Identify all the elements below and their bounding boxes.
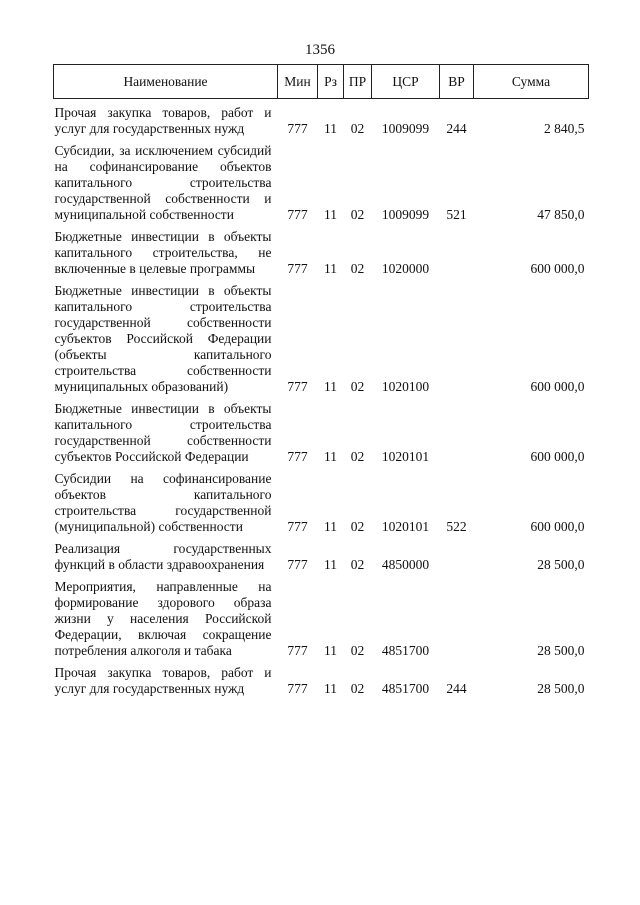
row-min: 777 [287, 121, 308, 136]
row-pr: 02 [350, 557, 365, 572]
row-sum: 600 000,0 [530, 449, 585, 464]
header-csr: ЦСР [372, 65, 440, 99]
row-sum: 28 500,0 [537, 643, 585, 658]
row-min: 777 [287, 519, 308, 534]
row-pr: 02 [350, 207, 365, 222]
row-name: Реализация государственных функций в области здравоохранения [54, 541, 272, 572]
table-header-row [54, 65, 589, 99]
table-row [54, 99, 589, 138]
row-vr [440, 395, 474, 465]
header-sum: Сумма [474, 65, 589, 99]
row-csr: 4851700 [381, 643, 430, 658]
row-min: 777 [287, 681, 308, 696]
row-pr: 02 [350, 261, 365, 276]
row-pr: 02 [350, 681, 365, 696]
row-vr [440, 573, 474, 659]
table-row [54, 573, 589, 659]
table-row [54, 535, 589, 573]
row-name: Бюджетные инвестиции в объекты капитального строительства государственной собственности субъектов Российской Федерации [54, 401, 272, 464]
row-min: 777 [287, 207, 308, 222]
row-vr [440, 535, 474, 573]
row-rz: 11 [324, 379, 337, 394]
row-sum: 600 000,0 [530, 519, 585, 534]
table-row [54, 465, 589, 535]
row-name: Субсидии на софинансирование объектов капитального строительства государственной (муниципальной) собственности [54, 471, 272, 534]
table-row [54, 659, 589, 697]
row-vr: 521 [446, 207, 467, 222]
table-row [54, 137, 589, 223]
table-row [54, 277, 589, 395]
row-name: Субсидии, за исключением субсидий на софинансирование объектов капитального строительства государственной собственности и муниципальной собственности [54, 143, 272, 222]
header-pr: ПР [344, 65, 372, 99]
row-vr [440, 277, 474, 395]
row-pr: 02 [350, 449, 365, 464]
row-min: 777 [287, 643, 308, 658]
row-name: Прочая закупка товаров, работ и услуг для государственных нужд [54, 105, 272, 136]
row-rz: 11 [324, 449, 337, 464]
row-rz: 11 [324, 207, 337, 222]
row-pr: 02 [350, 519, 365, 534]
row-rz: 11 [324, 261, 337, 276]
row-rz: 11 [324, 121, 337, 136]
row-sum: 2 840,5 [544, 121, 585, 136]
row-csr: 4850000 [381, 557, 430, 572]
row-vr: 522 [446, 519, 467, 534]
row-csr: 1020000 [381, 261, 430, 276]
row-sum: 28 500,0 [537, 681, 585, 696]
row-pr: 02 [350, 379, 365, 394]
table-row [54, 395, 589, 465]
row-csr: 1020101 [381, 449, 430, 464]
row-sum: 600 000,0 [530, 261, 585, 276]
budget-table [53, 64, 589, 697]
row-sum: 28 500,0 [537, 557, 585, 572]
header-rz: Рз [318, 65, 344, 99]
row-min: 777 [287, 379, 308, 394]
row-rz: 11 [324, 681, 337, 696]
page-number: 1356 [305, 42, 335, 58]
header-name: Наименование [54, 65, 278, 99]
row-pr: 02 [350, 121, 365, 136]
row-rz: 11 [324, 643, 337, 658]
row-rz: 11 [324, 519, 337, 534]
row-name: Мероприятия, направленные на формирование здорового образа жизни у населения Российской Федерации, включая сокращение потребления алкоголя и табака [54, 579, 272, 658]
row-vr: 244 [446, 121, 467, 136]
row-csr: 1009099 [381, 121, 430, 136]
row-csr: 1009099 [381, 207, 430, 222]
row-min: 777 [287, 449, 308, 464]
row-sum: 600 000,0 [530, 379, 585, 394]
row-name: Прочая закупка товаров, работ и услуг для государственных нужд [54, 665, 272, 696]
table-row [54, 223, 589, 277]
row-vr: 244 [446, 681, 467, 696]
row-rz: 11 [324, 557, 337, 572]
row-min: 777 [287, 557, 308, 572]
row-csr: 1020101 [381, 519, 430, 534]
row-pr: 02 [350, 643, 365, 658]
row-vr [440, 223, 474, 277]
row-csr: 1020100 [381, 379, 430, 394]
header-vr: ВР [440, 65, 474, 99]
row-name: Бюджетные инвестиции в объекты капитального строительства государственной собственности субъектов Российской Федерации (объекты капитального строительства собственности муниципальных образований) [54, 283, 272, 394]
header-min: Мин [278, 65, 318, 99]
row-csr: 4851700 [381, 681, 430, 696]
row-sum: 47 850,0 [537, 207, 585, 222]
row-name: Бюджетные инвестиции в объекты капитального строительства, не включенные в целевые программы [54, 229, 272, 276]
row-min: 777 [287, 261, 308, 276]
